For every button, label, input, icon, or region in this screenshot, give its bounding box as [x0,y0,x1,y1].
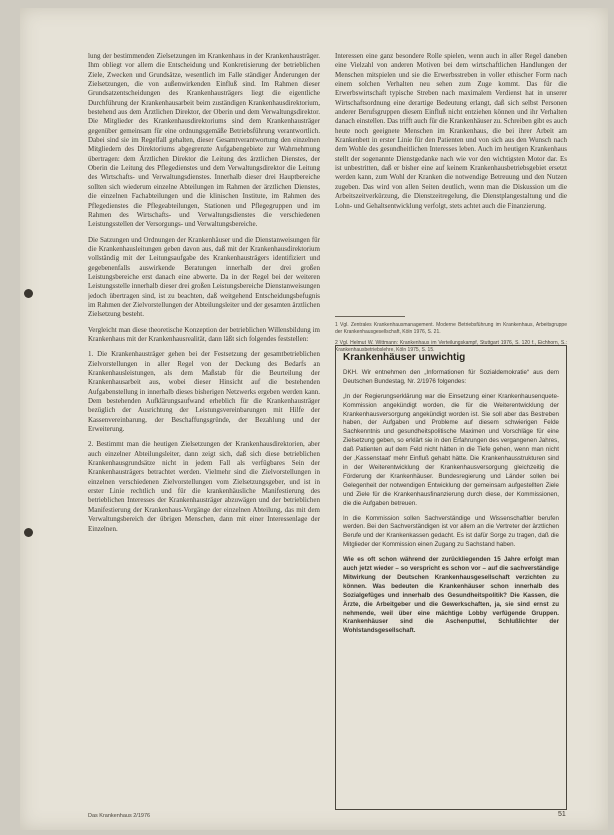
body-paragraph: Die Satzungen und Ordnungen der Krankenhäuser und die Dienstanweisungen für die Krankenhausleitungen geben davon aus, daß mit der Krankenhausdirektorium vollständig mit der Leitungsaufgabe des Krankenhausträgers identifiziert und gegebenenfalls auswirkende Beratungen innerhalb der drei großen Leistungsbereiche erst danach eine abwerte. Da in der Regel bei der weiteren Leistungsstelle innerhalb dieser drei großen Leistungsbereiche Dienstanweisungen jedoch übertragen sind, ist zu beachten, daß weitgehend Entscheidungsbefugnis im Rahmen der Zielvorstellungen der Abteilungsleiter und der gesamten ärztlichen Zielsetzung besteht. [88,235,320,319]
footnote-divider [335,316,405,317]
footnote: 1 Vgl. Zentrales Krankenhausmanagement. Moderne Betriebsführung im Krankenhaus, Arbeitsgruppe der Krankenhausgesellschaft, Köln 1976, S. 21. [335,322,567,335]
page-number: 51 [558,811,566,818]
body-paragraph: 1. Die Krankenhausträger gehen bei der Festsetzung der gesamtbetrieblichen Zielvorstellungen in aller Regel von der Deckung des Bedarfs an Krankenhausleistungen, als dem Maßstab für die Beurteilung der Krankenhausarbeit aus, wobei dieser Hinsicht auf die bestehenden Aufgabenstellung in innerhalb dieses bisherigen Netzwerks ergeben werden kann. Dem bestehenden Aufklärungsaufwand erheblich für die Krankenhausträger bezüglich der Ausrichtung der Leistungsvereinbarungen mit Hilfe der Kassenvereinbarung, der Beschaffungsgründe, der Bezahlung und der Erweiterung. [88,350,320,434]
box-paragraph: In die Kommission sollen Sachverständige und Wissenschaftler berufen werden. Bei den Sachverständigen ist vor allem an die Vertreter der ärztlichen Berufe und der Krankenkassen gedacht. Es ist dafür Sorge zu tragen, daß die Mitglieder der Kommission einen Zugang zu Sachstand haben. [343,514,559,549]
right-text-column [335,52,567,358]
body-paragraph: 2. Bestimmt man die heutigen Zielsetzungen der Krankenhausdirektorien, aber auch einzelner Abteilungsleiter, dann zeigt sich, daß sich diese betrieblichen Krankenhausgrundsätze nicht in jedem Fall als verfügbares Sein der Krankenhausträgers betrachtet werden. Vielmehr sind die Zielvorstellungen in einzelnen verschiedenen Zielvorstellungen vom Zielsetzungsgeber, und ist in erster Linie rechtlich und für die krankenhäusliche Manifestierung des betrieblichen Interesses der Krankenhausträger abzuwägen und der betrieblichen Manifestierung der Krankenhaus-Vorgänge der einzelnen Abteilung, das mit dem Verwaltungsbereich der übrigen Menschen, dann mit einer Interessenlage der Einzelnen. [88,440,320,533]
sidebar-box [335,345,567,810]
punch-hole [24,289,33,298]
box-paragraph: DKH. Wir entnehmen den „Informationen für Sozialdemokratie“ aus dem Deutschen Bundestag, Nr. 2/1976 folgendes: [343,368,559,385]
punch-hole [24,528,33,537]
box-paragraph: „In der Regierungserklärung war die Einsetzung einer Krankenhausenquete-Kommission angekündigt worden, die für die Weiterentwicklung der Krankenhausversorgung angekündigt worden ist. Sie soll aber das Bestreben haben, der Aufgaben und Probleme auf diesem schwierigen Felde Sachkenntnis und gesundheitspolitische Maximen und Vorschläge für eine Zielsetzung geben, so erklärt sie in den Erfahrungen des vergangenen Jahres, daß Patienten auf dem Feld nicht hätten in die Tiefe gehen, wenn man nicht der ,Kassenstaat' mehr Einfluß gehabt hätte. Die Krankenhausstrukturen sind in der Weiterentwicklung der Krankenhausversorgung gleichzeitig die Förderung der Krankenhäuser. Bundesregierung und Länder sollen bei Gelegenheit der notwendigen Entwicklung der gemeinsam aufgestellten Ziele und Ziele für die Krankenhausfinanzierung durch diese, der Kommissionen, die die Aufgaben betreuen. [343,392,559,507]
box-title: Krankenhäuser unwichtig [343,352,466,363]
box-paragraph-bold: Wie es oft schon während der zurückliegenden 15 Jahre erfolgt man auch jetzt wieder – so verspricht es schon vor – auf die sachverständige Mitwirkung der Deutschen Krankenhausgesellschaft verzichten zu können. Was bedeuten die Krankenhäuser schon innerhalb des Sozialgefüges und innerhalb des Gesundheitspolitik? Die Kassen, die Ärzte, die Arbeitgeber und die Gewerkschaften, ja, sie sind ernst zu nehmende, weil über eine mächtige Lobby verfügende Gruppen. Krankenhäuser sind die Aschenputtel, Schlußlichter der Wohlstandsgesellschaft. [343,556,559,635]
document-page [20,8,608,830]
publication-footer: Das Krankenhaus 2/1976 [88,813,151,819]
body-paragraph: Interessen eine ganz besondere Rolle spielen, wenn auch in aller Regel daneben eine Vielzahl von anderen Motiven bei dem wirtschaftlichen Handlungen der Menschen mitspielen und sie die Erwerbsstreben in voller ethischer Form nach einem solchen Verhalten neu sehen zum Zuge kommt. Das für die Erwerbswirtschaft typische Streben nach maximalem Verdienst hat in unserer Wirtschaftsordnung eine derartige Bedeutung erlangt, daß sich selbst Personen anderer Berufsgruppen diesem Einfluß nicht entziehen können und ihr Verhalten danach einstellen. Das trifft auch für die Krankenhäuser zu. Schreiben gibt es auch heute noch geeignete Menschen im Krankenhaus, die bei ihrer Arbeit am Krankenbett in erster Linie für den Patienten und von sich aus den Wunsch nach dem Wohle des gesundheitlichen Interesses leben. Auch im heutigen Krankenhaus stellt der sogenannte Dienstgedanke nach wie vor den wichtigsten Motor dar. Es ist unbestritten, daß er bisher eine auf keinem Krankenhausbetriebsgebiet ersetzt werden kann, zum Wohl der Kranken die notwendige Betreuung und den Nutzen zugeben. Das wird von allen Seiten deutlich, wenn man die Diskussion um die Arbeitszeitverkürzung, die Dienstzeitregelung, die Dienstplangestaltung und die Lohn- und Gehaltsentwicklung verfolgt, stets achtet auch die Finanzierung. [335,52,567,210]
footnote: 2 Vgl. Helmut W. Wittmann: Krankenhaus im Verteilungskampf, Stuttgart 1976, S. 120 f., Eichhorn, S.: Krankenhausbetriebslehre, Köln 1975, S. 15. [335,340,567,353]
body-paragraph: Vergleicht man diese theoretische Konzeption der betrieblichen Willensbildung im Krankenhaus mit der Krankenhausrealität, dann läßt sich folgendes feststellen: [88,325,320,343]
left-text-column [88,52,320,807]
body-paragraph: lung der bestimmenden Zielsetzungen im Krankenhaus in der Krankenhausträger. Ihm obliegt vor allem die Entscheidung und Konkretisierung der betrieblichen Ziele, Zwecken und Grundsätze, wesentlich im Falle ständiger Änderungen der Zielsetzungen, die von außenwirkenden Einfluß sind. Im Rahmen dieser Grundsatzentscheidungen des Krankenhausträgers liegt die eigentliche Durchführung der Krankenhausarbeit beim zuständigen Krankenhausdirektorium, bestehend aus dem Ärztlichen Direktor, der Oberin und dem Verwaltungsdirektor. Die Mitglieder des Krankenhausdirektoriums sind dem Krankenhausträger gegenüber gemeinsam für eine ordnungsgemäße Betriebsführung verantwortlich. Dabei sind sie im Regelfall gehalten, dieser Gesamtverantwortung den einzelnen Mitgliedern des Direktoriums abgegrenzte Aufgabengebiete zur Wahrnehmung übertragen: dem Ärztlichen Direktor die Leitung des ärztlichen Dienstes, der Oberin die Leitung des Pflegedienstes und dem Verwaltungsdirektor die Leitung des Wirtschafts- und Verwaltungsdienstes. Innerhalb dieser drei Hauptbereiche sollten sich wiederum einzelne Abteilungen im Rahmen der ärztlichen Dienstes, die einzelnen Fachabteilungen und die klinischen Institute, im Rahmen des Pflegedienstes die Pflegeabteilungen, Stationen und Pflegegruppen und im Rahmen des Wirtschafts- und Verwaltungsdienstes die verschiedenen Leistungsstellen der Versorgungs- und Verwaltungsbereiche. [88,52,320,229]
right-text-body [335,52,567,310]
